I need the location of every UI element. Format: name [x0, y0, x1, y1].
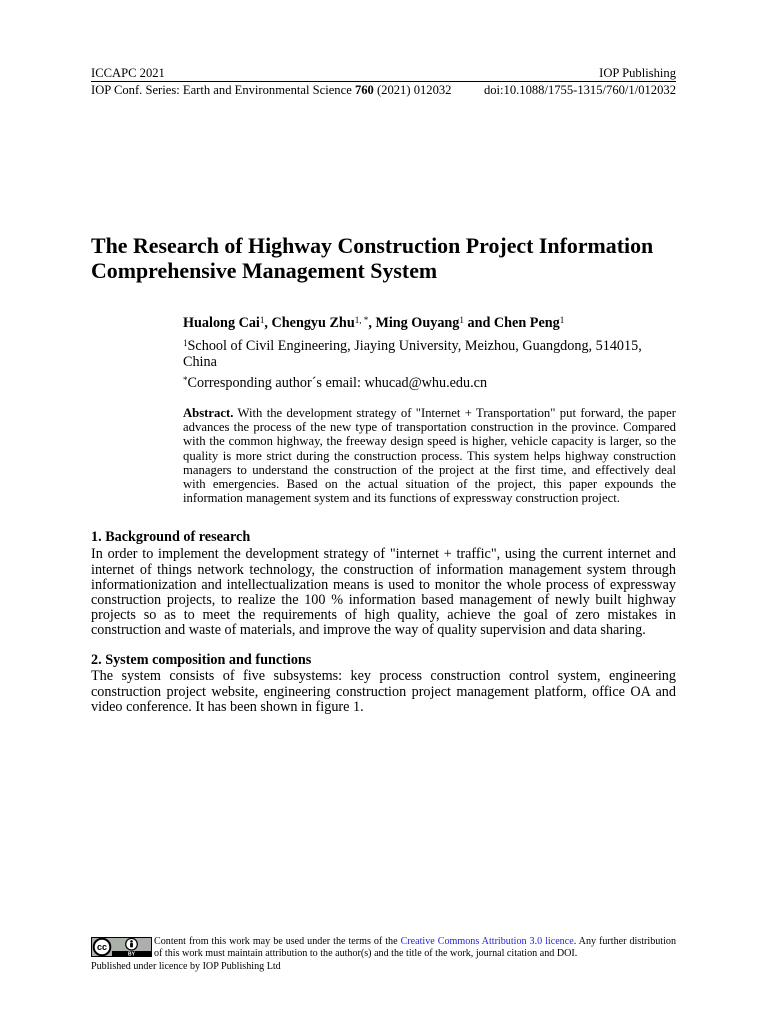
paper-title	[91, 233, 691, 283]
body-line: construction project website, engineering construction project management platform, office OA and	[91, 683, 676, 700]
running-header-bottom	[91, 83, 676, 98]
abstract-line-text: With the development strategy of "Internet + Transportation" put forward, the paper	[237, 406, 676, 420]
body-line: construction projects, to realize the 100 % information based management of newly built highway	[91, 592, 676, 608]
abstract-line: with emergencies. Based on the actual situation of the project, this paper expounds the	[183, 477, 676, 492]
author-name: Chen Peng	[493, 315, 560, 331]
doi: doi:10.1088/1755-1315/760/1/012032	[483, 83, 676, 97]
journal-series: IOP Conf. Series: Earth and Environmental Science	[91, 83, 355, 97]
conference-name: ICCAPC 2021	[91, 66, 165, 80]
running-header-top	[91, 66, 676, 81]
author-affiliation-mark: 1	[559, 314, 565, 325]
affiliation-text: School of Civil Engineering, Jiaying University, Meizhou, Guangdong, 514015,	[187, 338, 642, 354]
cc-by-license-badge	[91, 937, 152, 957]
affiliation	[183, 338, 642, 370]
creative-commons-link[interactable]: Creative Commons Attribution 3.0 licence	[400, 936, 574, 947]
author-affiliation-mark: 1, *	[354, 314, 369, 325]
abstract-line: information management system and its functions of expressway construction project.	[183, 491, 620, 506]
author-name: Ming Ouyang	[375, 315, 460, 331]
corresponding-mark: *	[183, 374, 188, 385]
license-line: of this work must maintain attribution to the author(s) and the title of the work, journal citation and DOI.	[154, 948, 578, 959]
license-text: Content from this work may be used under the terms of the	[154, 936, 401, 947]
badge-cc-text: cc	[96, 942, 108, 952]
abstract-line: advances the process of the new type of transportation construction in the province. Compared	[183, 420, 676, 435]
title-line: Comprehensive Management System	[91, 258, 438, 283]
body-line: informationization and intellectualization means is used to monitor the whole process of expressway	[91, 576, 676, 593]
author-list	[183, 315, 564, 331]
abstract-line	[183, 406, 676, 420]
abstract-line: with the common highway, the freeway design speed is higher, vehicle capacity is larger, so the	[183, 434, 676, 449]
header-rule	[91, 81, 676, 82]
author-separator: and	[463, 315, 494, 331]
journal-volume: 760	[354, 83, 374, 97]
abstract-line: managers to understand the construction of the project at the first time, and effectively deal	[183, 462, 676, 477]
body-line: projects so as to meet the requirements of high quality, achieve the goal of zero mistakes in	[91, 607, 676, 624]
published-under-licence: Published under licence by IOP Publishing Ltd	[91, 961, 281, 972]
affiliation-mark: 1	[183, 337, 188, 348]
author-name: Hualong Cai	[183, 315, 260, 331]
license-line	[154, 936, 676, 948]
journal-citation	[91, 83, 451, 98]
badge-by-text: BY	[128, 951, 135, 957]
author-affiliation-mark: 1	[459, 314, 464, 325]
title-line: The Research of Highway Construction Project Information	[91, 233, 654, 258]
person-body-icon	[130, 943, 133, 947]
section-heading: 2. System composition and functions	[91, 652, 312, 669]
author-separator: ,	[264, 315, 272, 331]
author-name: Chengyu Zhu	[271, 315, 355, 331]
journal-year-article: (2021) 012032	[373, 83, 452, 97]
license-notice	[154, 936, 676, 960]
author-affiliation-mark: 1	[259, 314, 265, 325]
body-line: internet of things network technology, the construction of information management system through	[91, 561, 676, 578]
license-text: . Any further distribution	[573, 936, 677, 947]
section-paragraph	[91, 547, 676, 638]
abstract-label: Abstract.	[183, 406, 234, 420]
corresponding-author	[183, 375, 487, 391]
body-line: video conference. It has been shown in figure 1.	[91, 698, 364, 715]
body-line: The system consists of five subsystems: key process construction control system, engineering	[91, 668, 676, 685]
section-heading: 1. Background of research	[91, 529, 251, 546]
affiliation-line	[183, 338, 642, 354]
person-head-icon	[130, 940, 133, 943]
publisher-name: IOP Publishing	[599, 66, 676, 80]
body-line: construction and waste of materials, and improve the way of quality supervision and data sharing.	[91, 622, 646, 639]
affiliation-line: China	[183, 354, 217, 370]
body-line: In order to implement the development strategy of "internet + traffic", using the current internet and	[91, 546, 676, 563]
abstract	[183, 406, 676, 505]
corresponding-email-text: Corresponding author´s email: whucad@whu.edu.cn	[187, 375, 488, 391]
author-separator: ,	[368, 315, 376, 331]
abstract-line: quality is more strict during the construction process. This system helps highway construction	[183, 448, 676, 463]
section-paragraph	[91, 669, 676, 715]
